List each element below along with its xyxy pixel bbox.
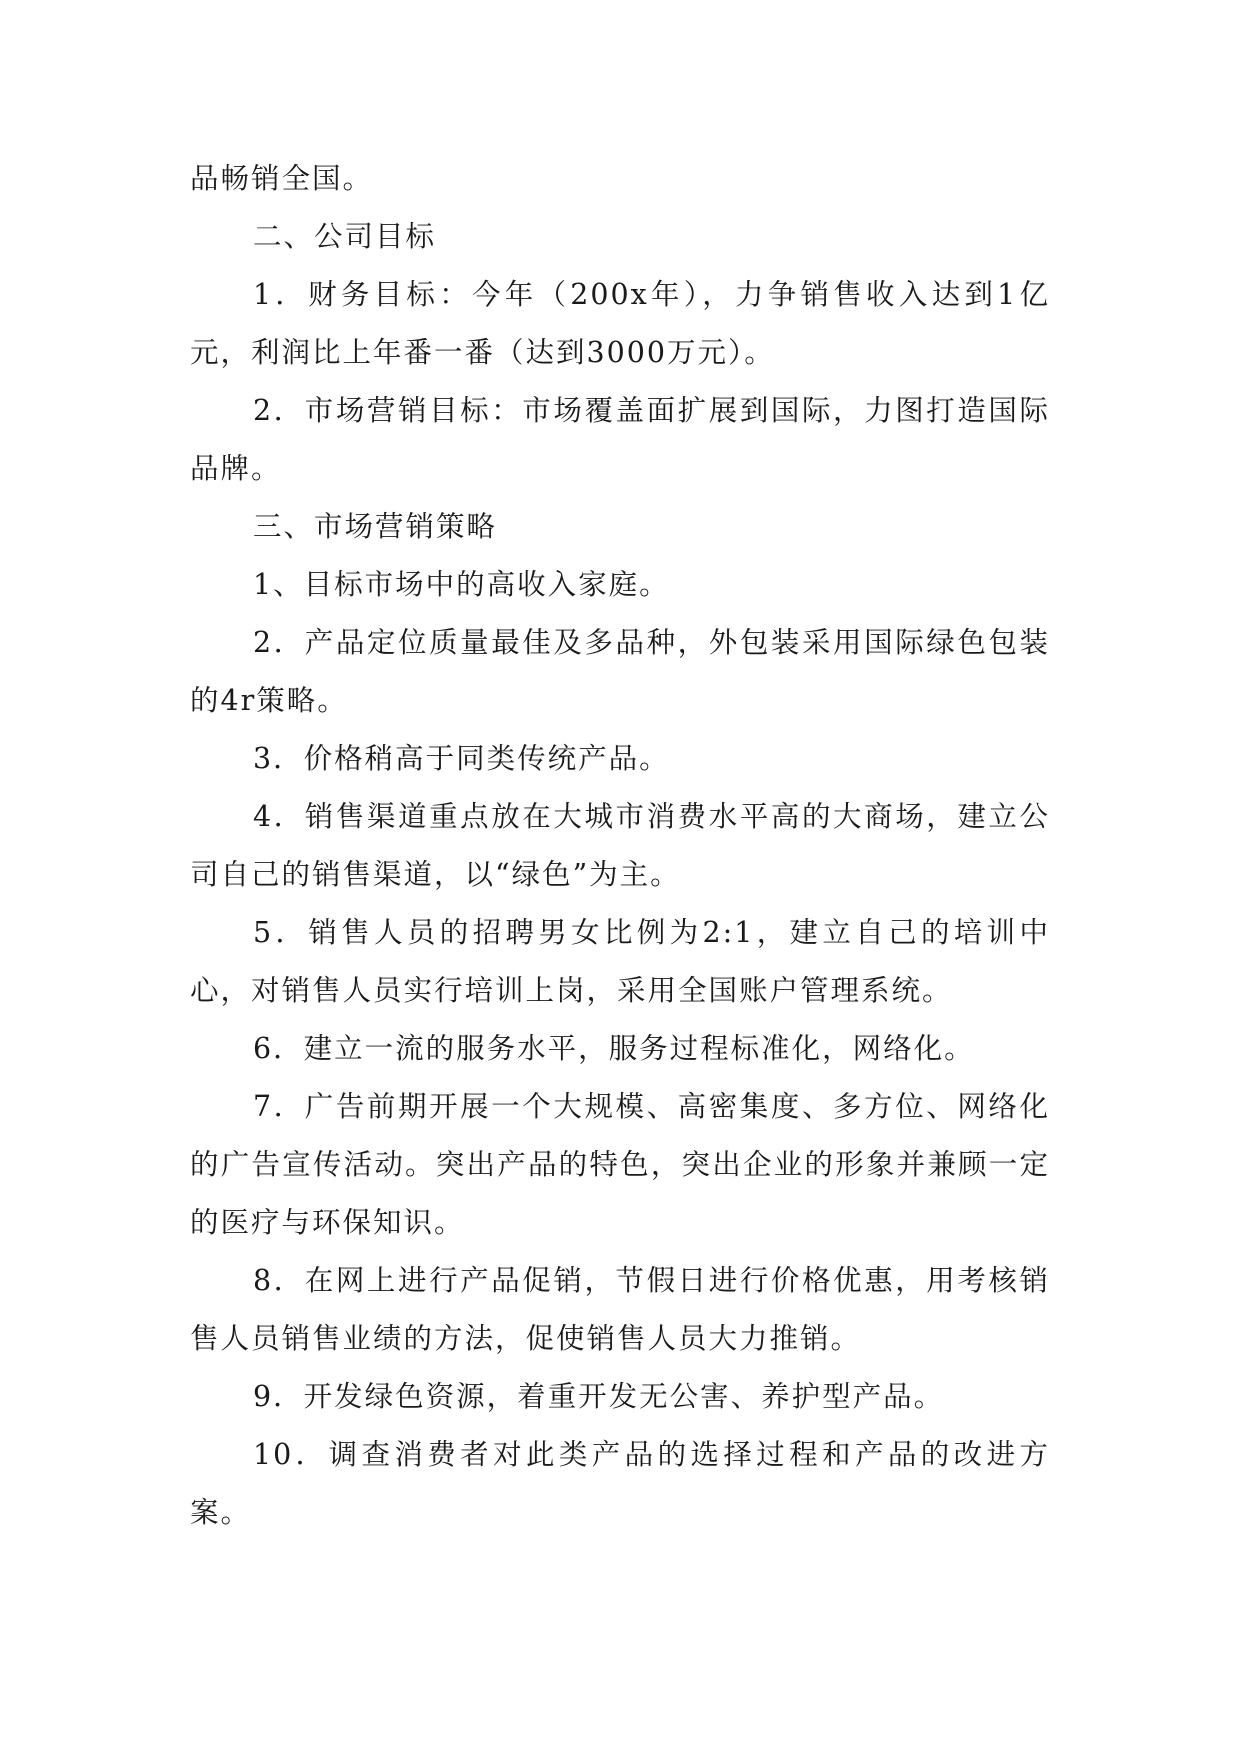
paragraph-strategy-item: 4．销售渠道重点放在大城市消费水平高的大商场，建立公司自己的销售渠道，以“绿色”为主。 [190, 800, 1050, 891]
paragraph-strategy-item: 6．建立一流的服务水平，服务过程标准化，网络化。 [253, 1032, 975, 1065]
paragraph-strategy-item: 7．广告前期开展一个大规模、高密集度、多方位、网络化的广告宣传活动。突出产品的特色，突出企业的形象并兼顾一定的医疗与环保知识。 [190, 1090, 1050, 1239]
paragraph-strategy-item: 10．调查消费者对此类产品的选择过程和产品的改进方案。 [190, 1438, 1050, 1529]
section-heading-company-goals: 二、公司目标 [253, 220, 437, 253]
paragraph-strategy-item: 1、目标市场中的高收入家庭。 [253, 568, 670, 601]
paragraph-strategy-item: 8．在网上进行产品促销，节假日进行价格优惠，用考核销售人员销售业绩的方法，促使销售人员大力推销。 [190, 1264, 1050, 1355]
paragraph-strategy-item: 3．价格稍高于同类传统产品。 [253, 742, 670, 775]
paragraph-strategy-item: 5．销售人员的招聘男女比例为2:1，建立自己的培训中心，对销售人员实行培训上岗，采用全国账户管理系统。 [190, 916, 1050, 1007]
paragraph-strategy-item: 9．开发绿色资源，着重开发无公害、养护型产品。 [253, 1380, 945, 1413]
paragraph-financial-goal: 1．财务目标：今年（200x年），力争销售收入达到1亿元，利润比上年番一番（达到3000万元）。 [190, 278, 1050, 369]
section-heading-marketing-strategy: 三、市场营销策略 [253, 510, 498, 543]
paragraph-marketing-goal: 2．市场营销目标：市场覆盖面扩展到国际，力图打造国际品牌。 [190, 394, 1050, 485]
paragraph-strategy-item: 2．产品定位质量最佳及多品种，外包装采用国际绿色包装的4r策略。 [190, 626, 1050, 717]
document-body [190, 150, 1050, 1542]
paragraph-continuation: 品畅销全国。 [190, 162, 374, 195]
